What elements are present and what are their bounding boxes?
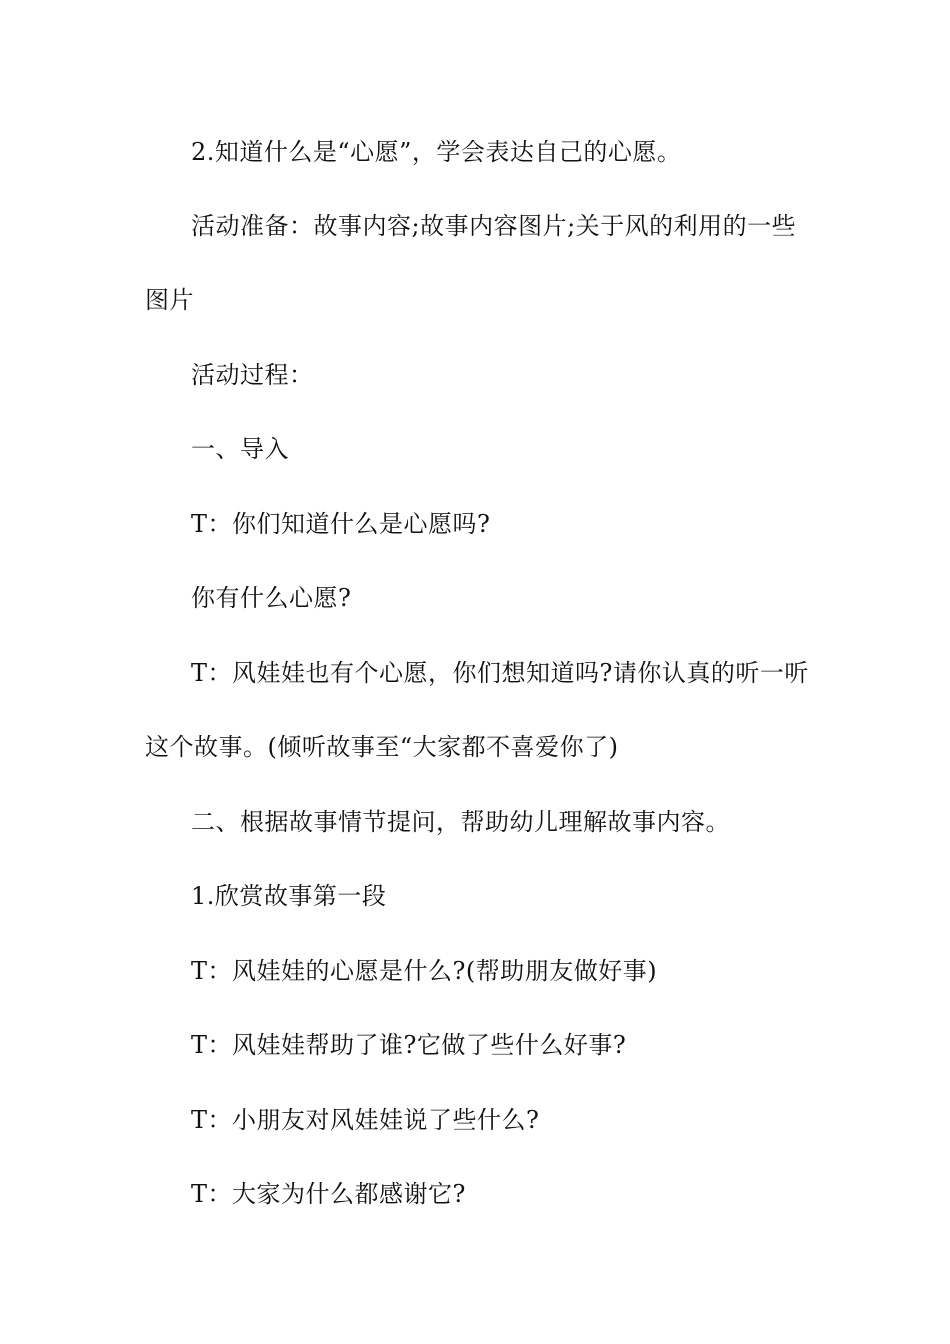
question-line: 你有什么心愿?: [191, 584, 352, 612]
question-line-continued: 这个故事。(倾听故事至“大家都不喜爱你了): [145, 733, 619, 761]
question-line: T：小朋友对风娃娃说了些什么?: [191, 1106, 540, 1134]
question-line: T：大家为什么都感谢它?: [191, 1180, 466, 1208]
section-heading-questions: 二、根据故事情节提问，帮助幼儿理解故事内容。: [191, 808, 730, 836]
question-line: T：风娃娃帮助了谁?它做了些什么好事?: [191, 1031, 627, 1059]
question-line: T：风娃娃也有个心愿，你们想知道吗?请你认真的听一听: [191, 659, 809, 687]
preparation-line-continued: 图片: [145, 286, 194, 314]
subsection-heading: 1.欣赏故事第一段: [191, 882, 387, 910]
preparation-line: 活动准备：故事内容;故事内容图片;关于风的利用的一些: [191, 212, 797, 240]
question-line: T：风娃娃的心愿是什么?(帮助朋友做好事): [191, 957, 658, 985]
process-heading: 活动过程：: [191, 361, 314, 389]
goal-line-2: 2.知道什么是“心愿”，学会表达自己的心愿。: [191, 138, 682, 166]
question-line: T：你们知道什么是心愿吗?: [191, 510, 491, 538]
section-heading-intro: 一、导入: [191, 435, 289, 463]
